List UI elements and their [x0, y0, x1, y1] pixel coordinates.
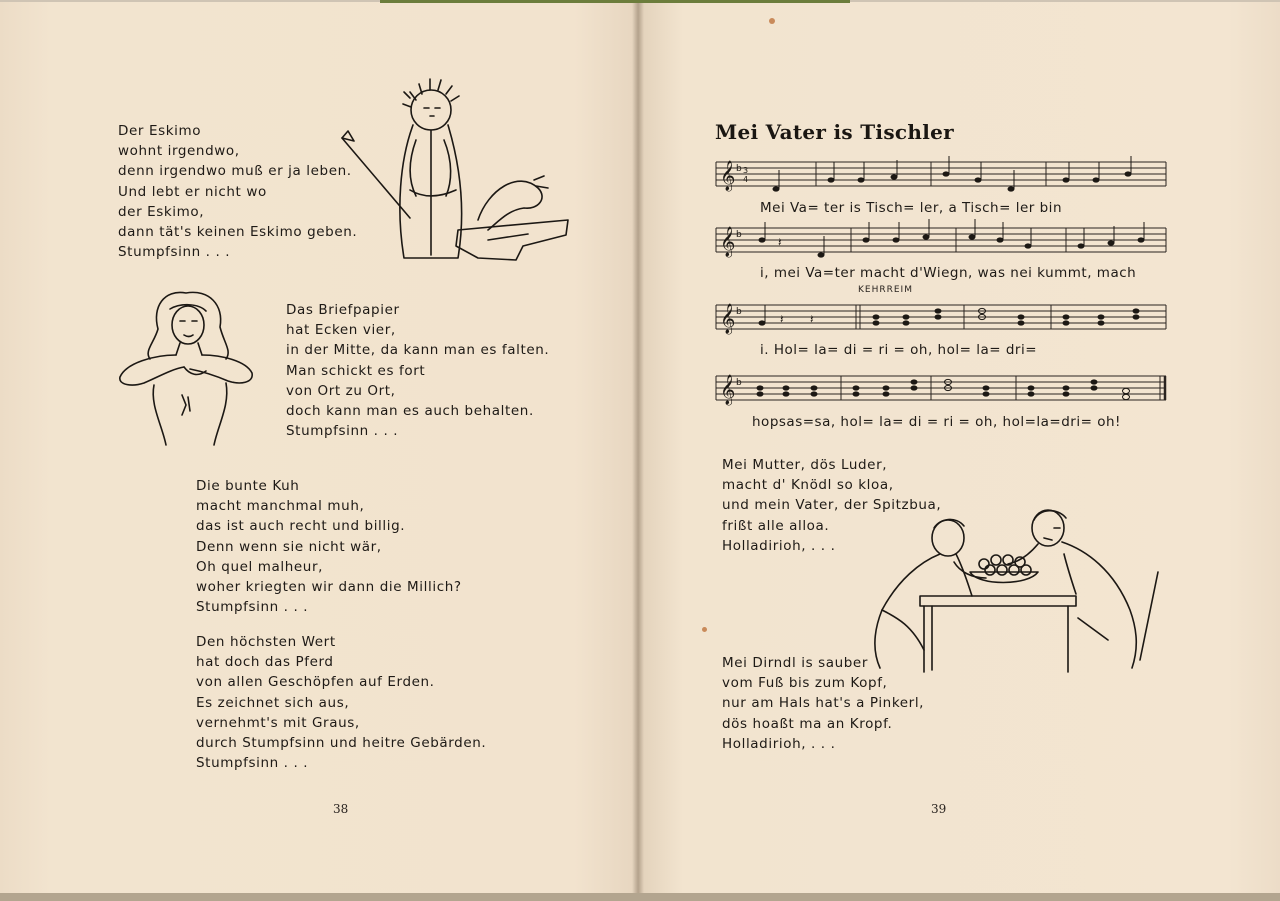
music-staff-4: [716, 374, 1168, 406]
poem-line: das ist auch recht und billig.: [196, 518, 406, 535]
poem-line: Stumpfsinn . . .: [118, 244, 231, 261]
woman-illustration: [114, 285, 264, 450]
poem-line: macht d' Knödl so kloa,: [722, 477, 894, 494]
poem-line: von Ort zu Ort,: [286, 382, 396, 399]
poem-line: Holladirioh, . . .: [722, 537, 836, 554]
stanza-pferd: [196, 632, 486, 773]
svg-text:𝄽: 𝄽: [810, 312, 814, 326]
poem-line: woher kriegten wir dann die Millich?: [196, 579, 462, 596]
poem-line: nur am Hals hat's a Pinkerl,: [722, 695, 925, 712]
svg-text:4: 4: [743, 175, 749, 184]
poem-line: frißt alle alloa.: [722, 517, 830, 534]
poem-line: hat Ecken vier,: [286, 322, 396, 339]
poem-line: Mei Mutter, dös Luder,: [722, 457, 888, 473]
poem-line: dann tät's keinen Eskimo geben.: [118, 224, 358, 241]
lyric-line-1: Mei Va= ter is Tisch= ler, a Tisch= ler bin: [760, 200, 1062, 216]
poem-line: Holladirioh, . . .: [722, 735, 836, 752]
lyric-line-2: i, mei Va=ter macht d'Wiegn, was nei kummt, mach: [760, 265, 1137, 281]
poem-line: Oh quel malheur,: [196, 558, 323, 575]
poem-line: durch Stumpfsinn und heitre Gebärden.: [196, 735, 487, 752]
poem-line: Und lebt er nicht wo: [118, 183, 267, 200]
poem-line: Denn wenn sie nicht wär,: [196, 538, 382, 555]
page-bottom-edge: [0, 893, 1280, 901]
poem-line: doch kann man es auch behalten.: [286, 403, 534, 420]
poem-line: von allen Geschöpfen auf Erden.: [196, 674, 435, 691]
svg-text:b: b: [736, 164, 742, 174]
svg-text:𝄞: 𝄞: [720, 375, 736, 405]
poem-line: wohnt irgendwo,: [118, 143, 240, 160]
poem-line: Man schickt es fort: [286, 362, 426, 379]
music-staff-1: [716, 160, 1168, 192]
poem-line: vernehmt's mit Graus,: [196, 714, 360, 731]
paper-stain: [702, 627, 707, 632]
music-staff-2: [716, 226, 1168, 258]
stanza-eskimo: [118, 121, 357, 262]
poem-line: in der Mitte, da kann man es falten.: [286, 342, 550, 359]
poem-line: hat doch das Pferd: [196, 654, 334, 671]
poem-line: Der Eskimo: [118, 123, 202, 139]
stanza-briefpapier: [286, 300, 549, 441]
poem-line: Den höchsten Wert: [196, 634, 336, 650]
page-number-right: 39: [931, 802, 947, 816]
svg-text:𝄽: 𝄽: [780, 312, 784, 326]
poem-line: Stumpfsinn . . .: [196, 599, 309, 616]
eskimo-illustration: [338, 70, 578, 270]
svg-text:b: b: [736, 378, 742, 388]
cover-edge: [380, 0, 850, 3]
svg-text:𝄞: 𝄞: [720, 304, 736, 334]
lyric-line-3: i. Hol= la= di = ri = oh, hol= la= dri=: [760, 342, 1038, 358]
svg-text:𝄽: 𝄽: [778, 235, 782, 249]
poem-line: und mein Vater, der Spitzbua,: [722, 497, 942, 514]
dining-men-illustration: [868, 500, 1168, 675]
paper-stain: [769, 18, 775, 24]
svg-text:𝄞: 𝄞: [720, 227, 736, 257]
poem-line: Das Briefpapier: [286, 302, 400, 318]
poem-line: Stumpfsinn . . .: [286, 423, 399, 440]
book-gutter: [632, 0, 644, 901]
page-number-left: 38: [333, 802, 349, 816]
stanza-bunte-kuh: [196, 476, 462, 617]
music-staff-3: [716, 303, 1168, 335]
lyric-line-4: hopsas=sa, hol= la= di = ri = oh, hol=la=dri= oh!: [752, 414, 1121, 430]
svg-text:𝄞: 𝄞: [720, 161, 736, 191]
poem-line: Stumpfsinn . . .: [196, 755, 309, 772]
poem-line: denn irgendwo muß er ja leben.: [118, 163, 352, 180]
poem-line: dös hoaßt ma an Kropf.: [722, 715, 893, 732]
poem-line: macht manchmal muh,: [196, 498, 365, 515]
poem-line: der Eskimo,: [118, 203, 205, 220]
svg-text:3: 3: [743, 166, 749, 175]
poem-line: Mei Dirndl is sauber: [722, 655, 868, 671]
refrain-label: KEHRREIM: [858, 285, 913, 295]
poem-line: Die bunte Kuh: [196, 478, 300, 494]
poem-line: Es zeichnet sich aus,: [196, 694, 350, 711]
svg-text:b: b: [736, 307, 742, 317]
poem-line: vom Fuß bis zum Kopf,: [722, 675, 888, 692]
song-title: Mei Vater is Tischler: [715, 120, 954, 144]
svg-text:b: b: [736, 230, 742, 240]
